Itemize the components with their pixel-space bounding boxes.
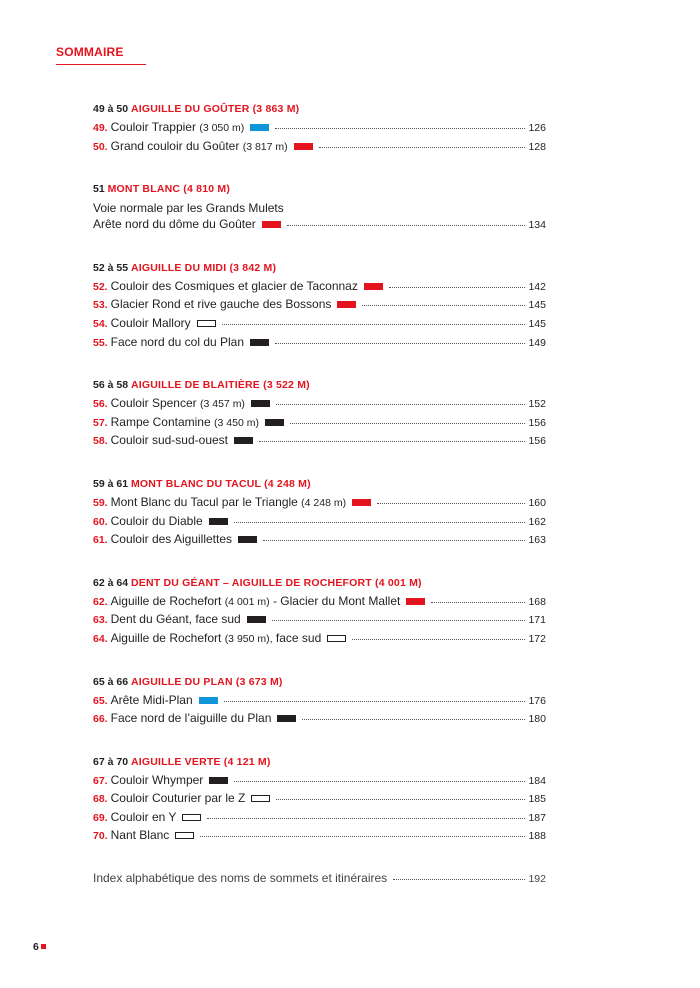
section-heading: [93, 181, 546, 197]
entry-name: Couloir Whymper: [110, 772, 204, 787]
entry-name: Face nord du col du Plan: [110, 334, 245, 349]
toc-entry[interactable]: [93, 693, 546, 712]
toc-entry[interactable]: [93, 415, 546, 434]
entry-name: Couloir Couturier par le Z: [110, 791, 246, 806]
dot-leader: [377, 503, 525, 504]
entry-name: Couloir des Cosmiques et glacier de Taconnaz: [110, 278, 358, 293]
difficulty-red-icon: [337, 301, 356, 308]
entry-number: 66.: [93, 713, 108, 726]
toc-entry[interactable]: [93, 773, 546, 792]
entry-page: 185: [528, 793, 546, 806]
dot-leader: [287, 225, 525, 226]
dot-leader: [319, 147, 525, 148]
toc-entry[interactable]: [93, 217, 546, 236]
difficulty-blue-icon: [199, 697, 218, 704]
dot-leader: [302, 719, 525, 720]
entry-name: Couloir Mallory: [110, 315, 191, 330]
entry-altitude: (4 001 m): [224, 595, 270, 608]
dot-leader: [222, 324, 525, 325]
difficulty-white-icon: [327, 635, 346, 642]
index-page: 192: [528, 873, 546, 886]
table-of-contents: [93, 101, 546, 890]
dot-leader: [207, 818, 525, 819]
entry-name: Aiguille de Rochefort: [110, 630, 222, 645]
entry-altitude: (3 950 m),: [224, 632, 273, 645]
dot-leader: [352, 639, 525, 640]
entry-page: 168: [528, 595, 546, 608]
difficulty-black-icon: [238, 536, 257, 543]
difficulty-white-icon: [197, 320, 216, 327]
section-heading: [93, 754, 546, 770]
entry-suffix: face sud: [275, 630, 322, 645]
section-title: MONT BLANC DU TACUL (4 248 M): [130, 477, 311, 490]
section-range: 62 à 64: [93, 576, 129, 589]
toc-entry[interactable]: [93, 495, 546, 514]
entry-name: Nant Blanc: [110, 828, 170, 843]
entry-page: 128: [528, 140, 546, 153]
entry-number: 50.: [93, 140, 108, 153]
section-range: 59 à 61: [93, 477, 129, 490]
page-header: SOMMAIRE: [56, 45, 146, 65]
entry-number: 53.: [93, 299, 108, 312]
entry-page: 172: [528, 632, 546, 645]
entry-page: 160: [528, 496, 546, 509]
entry-suffix: - Glacier du Mont Mallet: [272, 593, 401, 608]
entry-page: 145: [528, 317, 546, 330]
toc-entry[interactable]: [93, 335, 546, 354]
toc-entry[interactable]: [93, 139, 546, 158]
toc-section: [93, 101, 546, 157]
entry-name: Couloir en Y: [110, 809, 177, 824]
difficulty-red-icon: [364, 283, 383, 290]
entry-page: 187: [528, 811, 546, 824]
dot-leader: [224, 701, 525, 702]
difficulty-black-icon: [247, 616, 266, 623]
difficulty-black-icon: [209, 518, 228, 525]
section-range: 52 à 55: [93, 261, 129, 274]
entry-number: 68.: [93, 793, 108, 806]
entry-name: Mont Blanc du Tacul par le Triangle: [110, 494, 298, 509]
toc-section: [93, 377, 546, 452]
difficulty-red-icon: [352, 499, 371, 506]
difficulty-red-icon: [294, 143, 313, 150]
dot-leader: [393, 879, 525, 880]
square-icon: [41, 944, 46, 949]
toc-section: [93, 754, 546, 847]
difficulty-blue-icon: [250, 124, 269, 131]
toc-entry[interactable]: [93, 810, 546, 829]
toc-entry[interactable]: [93, 316, 546, 335]
section-title: AIGUILLE DU GOÛTER (3 863 M): [130, 103, 300, 115]
dot-leader: [234, 522, 525, 523]
entry-name: Glacier Rond et rive gauche des Bossons: [110, 297, 332, 312]
toc-entry[interactable]: [93, 791, 546, 810]
section-title: DENT DU GÉANT – AIGUILLE DE ROCHEFORT (4 001 M): [130, 576, 422, 589]
dot-leader: [263, 540, 525, 541]
section-note: Voie normale par les Grands Mulets: [93, 201, 284, 216]
section-range: 49 à 50: [93, 103, 129, 115]
index-label: Index alphabétique des noms de sommets et itinéraires: [93, 871, 388, 886]
entry-page: 152: [528, 398, 546, 411]
entry-name: Grand couloir du Goûter: [110, 138, 240, 153]
entry-page: 188: [528, 830, 546, 843]
page-footer: [33, 941, 46, 953]
entry-number: 49.: [93, 122, 108, 134]
section-heading: [93, 377, 546, 393]
entry-number: 61.: [93, 534, 108, 547]
entry-number: 54.: [93, 317, 108, 330]
section-title: AIGUILLE DE BLAITIÈRE (3 522 M): [130, 379, 310, 392]
toc-entry[interactable]: [93, 532, 546, 551]
section-title: MONT BLANC (4 810 M): [107, 183, 231, 196]
entry-altitude: (3 817 m): [242, 140, 288, 153]
entry-page: 171: [528, 614, 546, 627]
section-title: AIGUILLE VERTE (4 121 M): [130, 755, 271, 768]
difficulty-white-icon: [175, 832, 194, 839]
section-heading: [93, 101, 546, 117]
toc-section: [93, 575, 546, 650]
entry-page: 149: [528, 336, 546, 349]
difficulty-white-icon: [251, 795, 270, 802]
entry-name: Couloir du Diable: [110, 513, 203, 528]
entry-name: Aiguille de Rochefort: [110, 593, 222, 608]
toc-entry[interactable]: [93, 514, 546, 533]
entry-altitude: (3 050 m): [199, 122, 245, 134]
entry-name: Arête Midi-Plan: [110, 692, 193, 707]
dot-leader: [290, 423, 525, 424]
entry-name: Arête nord du dôme du Goûter: [93, 217, 256, 232]
dot-leader: [389, 287, 525, 288]
entry-number: 56.: [93, 398, 108, 411]
entry-number: 59.: [93, 496, 108, 509]
dot-leader: [362, 305, 525, 306]
entry-name: Rampe Contamine: [110, 414, 211, 429]
difficulty-red-icon: [262, 221, 281, 228]
toc-entry[interactable]: [93, 297, 546, 316]
entry-name: Dent du Géant, face sud: [110, 612, 241, 627]
entry-name: Couloir Spencer: [110, 396, 197, 411]
dot-leader: [276, 799, 525, 800]
difficulty-red-icon: [406, 598, 425, 605]
dot-leader: [275, 343, 525, 344]
entry-number: 65.: [93, 694, 108, 707]
entry-number: 55.: [93, 336, 108, 349]
index-entry[interactable]: [93, 871, 546, 890]
entry-page: 162: [528, 515, 546, 528]
section-heading: [93, 674, 546, 690]
entry-number: 62.: [93, 595, 108, 608]
section-heading: [93, 476, 546, 492]
toc-entry[interactable]: [93, 433, 546, 452]
toc-section: [93, 674, 546, 730]
entry-page: 184: [528, 774, 546, 787]
toc-entry[interactable]: [93, 120, 546, 139]
entry-number: 57.: [93, 416, 108, 429]
entry-number: 67.: [93, 774, 108, 787]
entry-page: 156: [528, 435, 546, 448]
difficulty-white-icon: [182, 814, 201, 821]
entry-name: Couloir sud-sud-ouest: [110, 433, 229, 448]
dot-leader: [200, 836, 525, 837]
toc-entry[interactable]: [93, 612, 546, 631]
toc-section: [93, 260, 546, 353]
section-range: 51: [93, 183, 105, 196]
entry-page: 180: [528, 713, 546, 726]
difficulty-black-icon: [250, 339, 269, 346]
entry-page: 142: [528, 280, 546, 293]
entry-number: 60.: [93, 515, 108, 528]
entry-page: 163: [528, 534, 546, 547]
toc-entry[interactable]: [93, 396, 546, 415]
section-title: AIGUILLE DU PLAN (3 673 M): [130, 675, 283, 688]
difficulty-black-icon: [251, 400, 270, 407]
entry-name: Face nord de l’aiguille du Plan: [110, 711, 272, 726]
entry-page: 134: [528, 219, 546, 232]
entry-page: 145: [528, 299, 546, 312]
section-title: AIGUILLE DU MIDI (3 842 M): [130, 261, 277, 274]
page-number: 6: [33, 941, 39, 953]
entry-name: Couloir Trappier: [110, 120, 196, 134]
section-heading: [93, 575, 546, 591]
toc-entry[interactable]: [93, 279, 546, 298]
section-heading: [93, 260, 546, 276]
entry-page: 176: [528, 694, 546, 707]
dot-leader: [272, 620, 525, 621]
entry-page: 126: [528, 122, 546, 134]
toc-entry[interactable]: [93, 711, 546, 730]
toc-section: [93, 181, 546, 236]
section-range: 67 à 70: [93, 755, 129, 768]
toc-entry[interactable]: [93, 594, 546, 613]
entry-name: Couloir des Aiguillettes: [110, 532, 233, 547]
section-range: 65 à 66: [93, 675, 129, 688]
dot-leader: [276, 404, 525, 405]
entry-altitude: (3 450 m): [214, 416, 259, 429]
entry-number: 64.: [93, 632, 108, 645]
entry-number: 58.: [93, 435, 108, 448]
difficulty-black-icon: [277, 715, 296, 722]
difficulty-black-icon: [209, 777, 228, 784]
entry-number: 70.: [93, 830, 108, 843]
entry-altitude: (3 457 m): [200, 398, 245, 411]
entry-number: 69.: [93, 811, 108, 824]
difficulty-black-icon: [234, 437, 253, 444]
entry-number: 52.: [93, 280, 108, 293]
toc-section: [93, 476, 546, 551]
toc-entry[interactable]: [93, 631, 546, 650]
entry-altitude: (4 248 m): [301, 496, 347, 509]
dot-leader: [259, 441, 525, 442]
entry-page: 156: [528, 416, 546, 429]
difficulty-black-icon: [265, 419, 284, 426]
toc-entry[interactable]: [93, 828, 546, 847]
entry-number: 63.: [93, 614, 108, 627]
section-range: 56 à 58: [93, 379, 129, 392]
dot-leader: [431, 602, 525, 603]
dot-leader: [275, 128, 525, 129]
dot-leader: [234, 781, 525, 782]
